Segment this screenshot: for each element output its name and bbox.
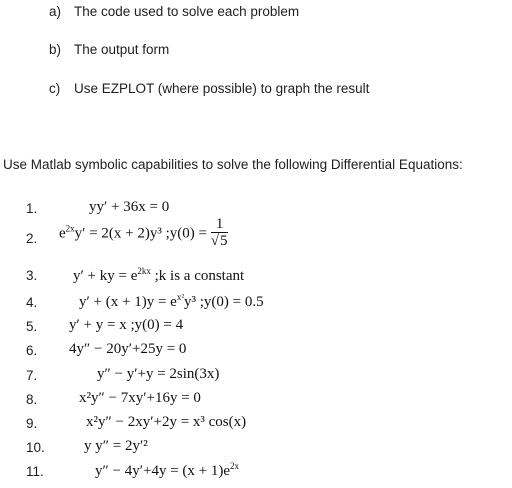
equation-9: x²y″ − 2xy′+2y = x³ cos(x): [86, 414, 247, 430]
problem-number: 1.: [26, 201, 38, 216]
problem-number: 2.: [26, 231, 38, 246]
req-c-text: Use EZPLOT (where possible) to graph the result: [74, 81, 370, 96]
equation-6: 4y″ − 20y′+25y = 0: [69, 341, 187, 357]
instruction-text: Use Matlab symbolic capabilities to solve the following Differential Equations:: [3, 157, 463, 172]
equation-4: $y' + (x + 1)y = e^{x^2}y^3$ ;y(0) = 0.5: [79, 292, 264, 310]
req-c-letter: c): [49, 81, 61, 96]
equation-11: $y'' - 4y'+4y = (x + 1)e^{2x}$: [95, 461, 240, 479]
problem-number: 9.: [26, 416, 38, 431]
equation-7: y″ − y′+y = 2sin(3x): [97, 366, 220, 382]
equation-8: x²y″ − 7xy′+16y = 0: [79, 390, 201, 406]
problem-number: 11.: [26, 464, 44, 479]
req-a-letter: a): [49, 4, 62, 19]
problem-number: 5.: [26, 319, 38, 334]
req-a-text: The code used to solve each problem: [74, 4, 300, 19]
equation-1: yy′ + 36x = 0: [89, 199, 170, 215]
problem-number: 10.: [26, 440, 45, 455]
equation-2: $e^{2x}y' = 2(x + 2)y^3$ ;y(0) = $\frac{1}{√5}$: [59, 216, 228, 249]
problem-number: 6.: [26, 343, 38, 358]
equation-3: y′ + ky = $e^{2kx}$ ;k is a constant: [73, 266, 245, 284]
problem-number: 8.: [26, 392, 38, 407]
problem-number: 4.: [26, 295, 38, 310]
req-b-text: The output form: [74, 42, 170, 57]
req-b-letter: b): [49, 42, 62, 57]
problem-number: 3.: [26, 268, 38, 283]
equation-5: y′ + y = x ;y(0) = 4: [69, 317, 184, 333]
equation-10: y y″ = 2y′²: [84, 438, 148, 454]
problem-number: 7.: [26, 368, 38, 383]
